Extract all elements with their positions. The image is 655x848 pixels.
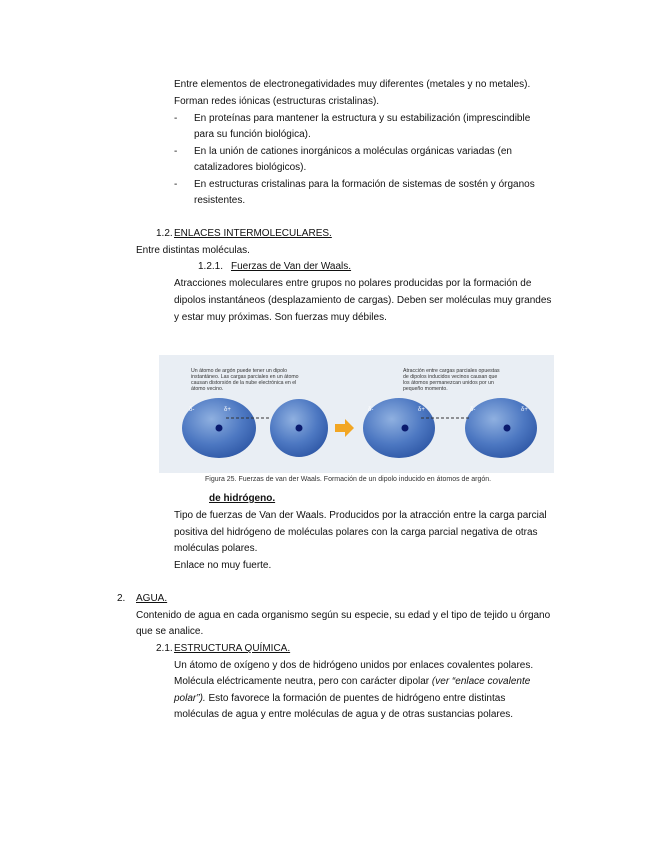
hbond-line-2: positiva del hidrógeno de moléculas polares con la carga parcial negativa de otras — [174, 527, 538, 538]
bullet-dash: - — [174, 113, 178, 124]
argon-nucleus — [504, 425, 511, 432]
bullet-2-line-1: En la unión de cationes inorgánicos a moléculas orgánicas variadas (en — [194, 146, 512, 157]
bullet-1-line-2: para su función biológica). — [194, 129, 311, 140]
section-2-1-title: ESTRUCTURA QUÍMICA. — [174, 643, 291, 654]
figure-left-text-4: átomo vecino. — [191, 386, 224, 392]
vdw-paragraph-line-1: Atracciones moleculares entre grupos no polares producidas por la formación de — [174, 278, 532, 289]
figure-right-text-1: Atracción entre cargas parciales opuestas — [403, 368, 500, 374]
estructura-line-3-italic: polar”). — [174, 693, 206, 704]
bullet-1-line-1: En proteínas para mantener la estructura y su estabilización (imprescindible — [194, 113, 531, 124]
delta-plus-label: δ+ — [418, 407, 425, 413]
delta-minus-label: δ- — [470, 407, 476, 413]
estructura-line-1: Un átomo de oxígeno y dos de hidrógeno unidos por enlaces covalentes polares. — [174, 660, 534, 671]
estructura-line-2-text: Molécula eléctricamente neutra, pero con carácter dipolar — [174, 676, 432, 687]
estructura-line-3 — [174, 692, 505, 706]
figure-right-text-4: pequeño momento. — [403, 386, 448, 392]
intro-line-2: Forman redes iónicas (estructuras cristalinas). — [174, 96, 380, 107]
figure-left-text-1: Un átomo de argón puede tener un dipolo — [191, 368, 288, 374]
hbond-line-4: Enlace no muy fuerte. — [174, 560, 272, 571]
figure-left-text-3: causan distorsión de la nube electrónica en el — [191, 380, 297, 386]
delta-minus-label: δ- — [189, 407, 195, 413]
delta-minus-label: δ- — [368, 407, 374, 413]
delta-plus-label: δ+ — [521, 407, 528, 413]
agua-line-1: Contenido de agua en cada organismo según su especie, su edad y el tipo de tejido u órgano — [136, 610, 551, 621]
hbond-line-3: moléculas polares. — [174, 543, 258, 554]
bullet-dash: - — [174, 179, 178, 190]
bullet-2-line-2: catalizadores biológicos). — [194, 162, 307, 173]
argon-nucleus — [216, 425, 223, 432]
intro-line-1: Entre elementos de electronegatividades muy diferentes (metales y no metales). — [174, 79, 531, 90]
vdw-paragraph-line-2: dipolos instantáneos (desplazamiento de cargas). Deben ser moléculas muy grandes — [174, 295, 552, 306]
section-1-2-desc: Entre distintas moléculas. — [136, 245, 250, 256]
estructura-line-3-text: Esto favorece la formación de puentes de hidrógeno entre distintas — [205, 693, 506, 704]
section-1-2-1-number: 1.2.1. — [198, 261, 224, 272]
figure-right-text-3: los átomos permanezcan unidos por un — [403, 380, 494, 386]
figure-illustration — [159, 355, 554, 473]
bullet-3-line-1: En estructuras cristalinas para la formación de sistemas de sostén y órganos — [194, 179, 535, 190]
hbond-title: de hidrógeno. — [209, 493, 276, 504]
section-1-2-title: ENLACES INTERMOLECULARES. — [174, 228, 332, 239]
estructura-line-2 — [174, 675, 530, 689]
agua-line-2: que se analice. — [136, 626, 204, 637]
hbond-line-1: Tipo de fuerzas de Van der Waals. Producidos por la atracción entre la carga parcial — [174, 510, 547, 521]
right-arrow-icon — [335, 419, 354, 437]
estructura-line-2-italic: (ver “enlace covalente — [431, 676, 531, 687]
section-1-2-1-title: Fuerzas de Van der Waals. — [231, 261, 352, 272]
estructura-line-4: moléculas de agua y entre moléculas de agua y de otras sustancias polares. — [174, 709, 514, 720]
section-2-title: AGUA. — [136, 593, 168, 604]
bullet-dash: - — [174, 146, 178, 157]
figure-van-der-waals — [159, 355, 554, 473]
figure-caption: Figura 25. Fuerzas de van der Waals. Formación de un dipolo inducido en átomos de argón. — [205, 476, 492, 483]
vdw-paragraph-line-3: y estar muy próximas. Son fuerzas muy débiles. — [174, 312, 387, 323]
section-1-2-number: 1.2. — [156, 228, 173, 239]
section-2-number: 2. — [117, 593, 126, 604]
figure-left-text-2: instantáneo. Las cargas parciales en un átomo — [191, 374, 299, 380]
bullet-3-line-2: resistentes. — [194, 195, 246, 206]
delta-plus-label: δ+ — [224, 407, 231, 413]
figure-right-text-2: de dipolos inducidos vecinos causan que — [403, 374, 498, 380]
argon-nucleus — [402, 425, 409, 432]
argon-nucleus — [296, 425, 303, 432]
section-2-1-number: 2.1. — [156, 643, 173, 654]
